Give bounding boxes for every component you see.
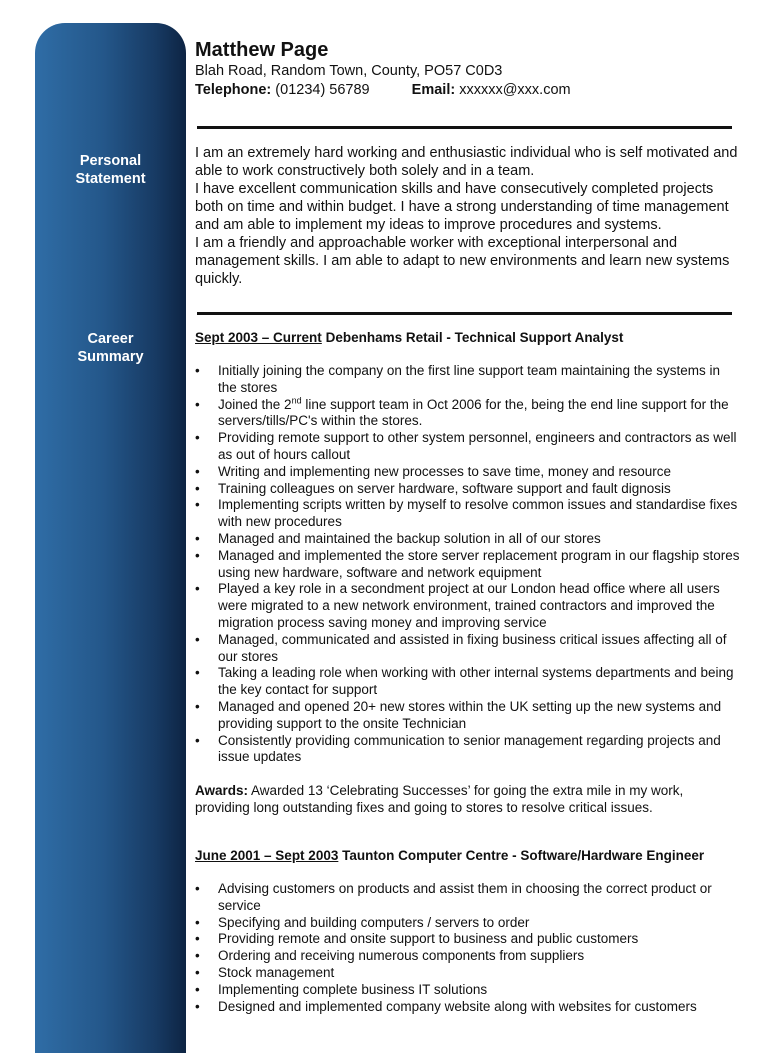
divider-rule: [197, 126, 732, 129]
telephone-value: (01234) 56789: [275, 82, 370, 98]
list-item: • Training colleagues on server hardware, software support and fault dignosis: [195, 481, 740, 498]
list-item-text: Joined the 2: [218, 396, 292, 412]
list-item: • Taking a leading role when working with other internal systems departments and being the key contact for support: [195, 665, 740, 699]
list-item: [195, 397, 740, 431]
list-item: • Providing remote and onsite support to business and public customers: [195, 931, 740, 948]
awards-paragraph: [195, 782, 740, 816]
list-item: • Advising customers on products and assist them in choosing the correct product or service: [195, 881, 740, 915]
sidebar-label-line: Summary: [77, 349, 144, 365]
list-item-text: line support team in Oct 2006 for the, being the end line support for the servers/tills/PC's within the stores.: [218, 396, 729, 429]
job-dates: June 2001 – Sept 2003: [195, 848, 339, 863]
sidebar-label-line: Career: [87, 331, 134, 347]
telephone-label: Telephone:: [195, 82, 272, 98]
list-item: • Implementing complete business IT solutions: [195, 982, 740, 999]
list-item: • Providing remote support to other system personnel, engineers and contractors as well as out of hours callout: [195, 430, 740, 464]
list-item: • Managed and maintained the backup solution in all of our stores: [195, 531, 740, 548]
statement-paragraph: I have excellent communication skills and have consecutively completed projects both on time and within budget. I have a strong understanding of time management and am able to implement my ideas to improve procedures and systems.: [195, 181, 729, 233]
personal-statement-section: [195, 144, 740, 288]
statement-paragraph: I am an extremely hard working and enthusiastic individual who is self motivated and able to work constructively both solely and in a team.: [195, 145, 738, 179]
list-item: • Played a key role in a secondment project at our London head office where all users were migrated to a new network environment, trained contractors and improved the migration process saving money and improving service: [195, 581, 740, 631]
list-item: • Managed and opened 20+ new stores within the UK setting up the new systems and providing support to the onsite Technician: [195, 699, 740, 733]
contact-line: [195, 81, 740, 100]
sidebar-label-career-summary: [35, 330, 186, 366]
candidate-name: Matthew Page: [195, 39, 329, 61]
job-entry: [195, 847, 740, 1015]
list-item: • Writing and implementing new processes to save time, money and resource: [195, 464, 740, 481]
job-heading: [195, 847, 740, 864]
awards-label: Awards:: [195, 783, 249, 799]
email-value: xxxxxx@xxx.com: [459, 82, 571, 98]
resume-header: [195, 38, 740, 100]
list-item: • Designed and implemented company website along with websites for customers: [195, 999, 740, 1016]
list-item: • Initially joining the company on the first line support team maintaining the systems in the stores: [195, 363, 740, 397]
list-item: • Managed, communicated and assisted in fixing business critical issues affecting all of our stores: [195, 632, 740, 666]
sidebar-label-personal-statement: [35, 152, 186, 188]
address: Blah Road, Random Town, County, PO57 C0D3: [195, 63, 503, 79]
list-item: • Specifying and building computers / servers to order: [195, 915, 740, 932]
job-heading: [195, 329, 740, 346]
list-item: • Stock management: [195, 965, 740, 982]
ordinal-suffix: nd: [291, 395, 302, 406]
statement-paragraph: I am a friendly and approachable worker with exceptional interpersonal and management skills. I am able to adapt to new environments and learn new systems quickly.: [195, 235, 730, 287]
job-duties-list: [195, 881, 740, 1015]
job-title: Debenhams Retail - Technical Support Analyst: [325, 330, 624, 345]
job-title: Taunton Computer Centre - Software/Hardware Engineer: [342, 848, 705, 863]
job-dates: Sept 2003 – Current: [195, 330, 322, 345]
job-duties-list: [195, 363, 740, 766]
list-item: • Managed and implemented the store server replacement program in our flagship stores using new hardware, software and network equipment: [195, 548, 740, 582]
list-item: • Consistently providing communication to senior management regarding projects and issue updates: [195, 733, 740, 767]
sidebar-label-line: Statement: [75, 171, 146, 187]
job-entry: [195, 329, 740, 816]
sidebar-label-line: Personal: [79, 153, 142, 169]
list-item: • Ordering and receiving numerous components from suppliers: [195, 948, 740, 965]
divider-rule: [197, 312, 732, 315]
email-label: Email:: [411, 82, 456, 98]
list-item: • Implementing scripts written by myself to resolve common issues and standardise fixes with new procedures: [195, 497, 740, 531]
awards-text: Awarded 13 ‘Celebrating Successes’ for going the extra mile in my work, providing long outstanding fixes and going to stores to resolve critical issues.: [195, 783, 684, 816]
